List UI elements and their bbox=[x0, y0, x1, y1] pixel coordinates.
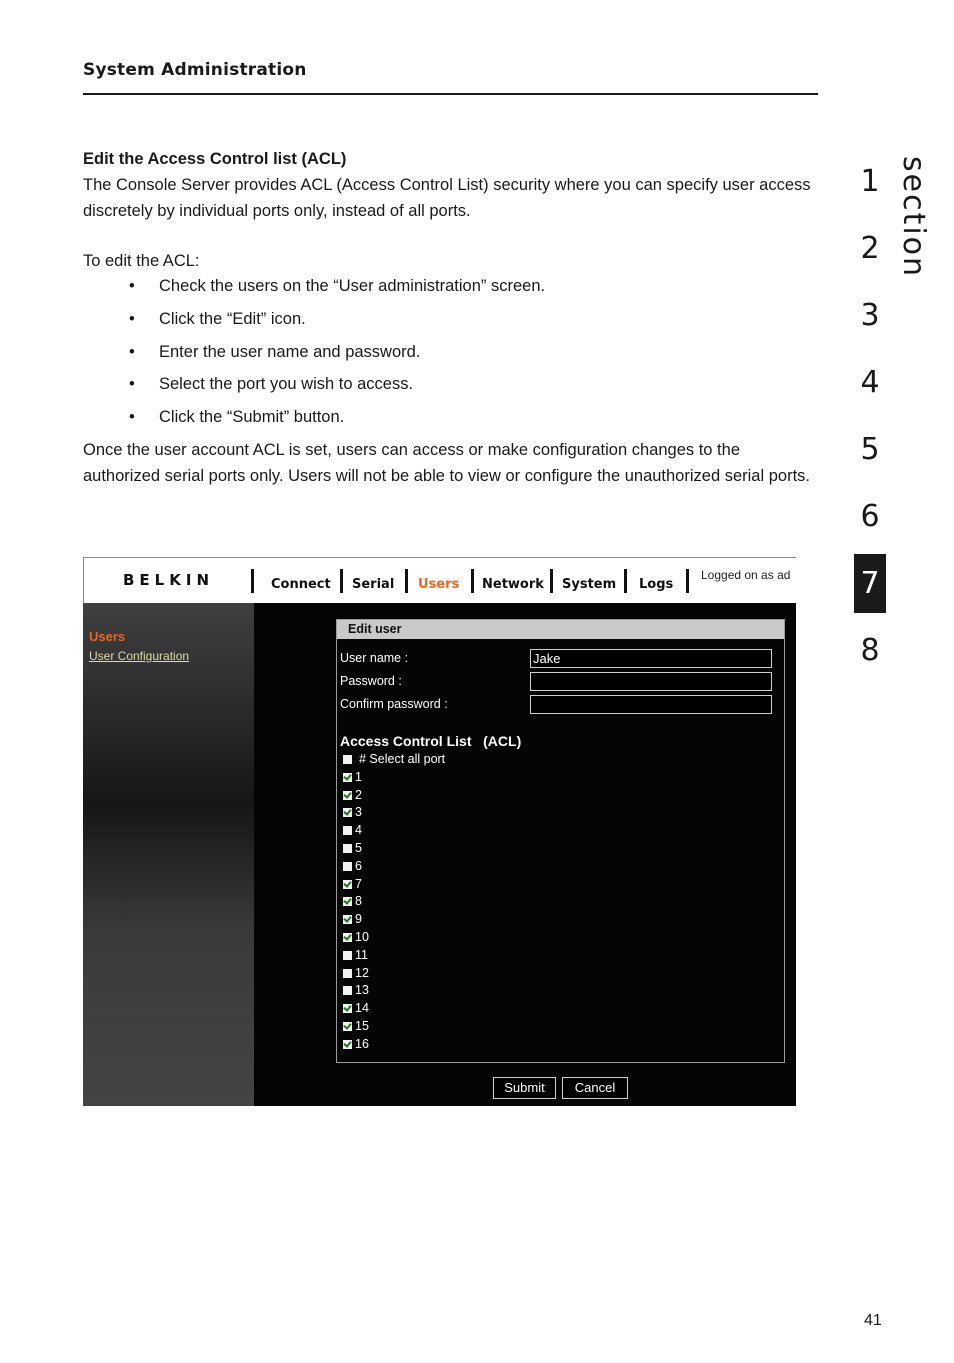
checkbox-label: 8 bbox=[355, 894, 362, 909]
port-checkbox-row[interactable] bbox=[343, 823, 362, 839]
step-text: Enter the user name and password. bbox=[159, 342, 421, 361]
checkbox-checked[interactable] bbox=[343, 1004, 352, 1013]
logged-on-text: Logged on as ad bbox=[701, 568, 791, 582]
checkbox-label: 6 bbox=[355, 858, 362, 873]
confirm-password-label: Confirm password : bbox=[340, 697, 448, 711]
port-checkbox-row[interactable] bbox=[343, 930, 369, 946]
checkbox-label: 4 bbox=[355, 823, 362, 838]
section-number[interactable]: 6 bbox=[860, 499, 880, 534]
intro-paragraph: The Console Server provides ACL (Access Control List) security where you can specify user access discretely by individual ports only, instead of all ports. bbox=[83, 176, 811, 220]
edit-user-panel bbox=[336, 619, 785, 1063]
checkbox-label: 3 bbox=[355, 805, 362, 820]
nav-connect[interactable]: Connect bbox=[271, 577, 331, 592]
checkbox-unchecked[interactable] bbox=[343, 862, 352, 871]
list-item bbox=[83, 305, 783, 338]
section-number[interactable]: 5 bbox=[860, 432, 880, 467]
port-checkbox-row[interactable] bbox=[343, 877, 362, 893]
nav-divider bbox=[624, 569, 627, 593]
page-number: 41 bbox=[864, 1312, 882, 1329]
nav-users[interactable]: Users bbox=[418, 577, 460, 592]
list-item bbox=[83, 272, 783, 305]
bullet: • bbox=[129, 375, 135, 394]
bullet: • bbox=[129, 309, 135, 328]
checkbox-unchecked[interactable] bbox=[343, 826, 352, 835]
checkbox-unchecked[interactable] bbox=[343, 755, 352, 764]
checkbox-unchecked[interactable] bbox=[343, 844, 352, 853]
nav-divider bbox=[251, 569, 254, 593]
checkbox-checked[interactable] bbox=[343, 773, 352, 782]
port-checkbox-row[interactable] bbox=[343, 1037, 369, 1053]
checkbox-checked[interactable] bbox=[343, 791, 352, 800]
belkin-logo: BELKIN bbox=[123, 571, 214, 589]
checkbox-label: # Select all port bbox=[359, 752, 446, 766]
section-number[interactable]: 3 bbox=[860, 298, 880, 333]
list-item bbox=[83, 338, 783, 371]
list-item bbox=[83, 403, 783, 436]
acl-heading: Edit the Access Control list (ACL) bbox=[83, 150, 347, 168]
username-label: User name : bbox=[340, 651, 409, 665]
top-nav-bar bbox=[83, 557, 796, 603]
step-text: Click the “Edit” icon. bbox=[159, 309, 306, 328]
steps-intro: To edit the ACL: bbox=[83, 252, 200, 270]
port-checkbox-row[interactable] bbox=[343, 805, 362, 821]
checkbox-checked[interactable] bbox=[343, 808, 352, 817]
checkbox-label: 1 bbox=[355, 769, 362, 784]
section-number[interactable]: 2 bbox=[860, 231, 880, 266]
panel-title: Edit user bbox=[348, 622, 402, 636]
checkbox-label: 9 bbox=[355, 912, 362, 927]
panel-header bbox=[337, 620, 784, 639]
port-checkbox-row[interactable] bbox=[343, 894, 362, 910]
checkbox-label: 13 bbox=[355, 983, 369, 998]
step-text: Check the users on the “User administration” screen. bbox=[159, 277, 546, 295]
nav-divider bbox=[471, 569, 474, 593]
port-checkbox-row[interactable] bbox=[343, 770, 362, 786]
checkbox-unchecked[interactable] bbox=[343, 951, 352, 960]
bullet: • bbox=[129, 408, 135, 427]
port-checkbox-row[interactable] bbox=[343, 966, 369, 982]
password-label: Password : bbox=[340, 674, 402, 688]
nav-network[interactable]: Network bbox=[482, 577, 544, 592]
checkbox-checked[interactable] bbox=[343, 915, 352, 924]
checkbox-unchecked[interactable] bbox=[343, 969, 352, 978]
nav-divider bbox=[340, 569, 343, 593]
checkbox-label: 16 bbox=[355, 1036, 369, 1051]
nav-divider bbox=[405, 569, 408, 593]
console-screenshot bbox=[83, 557, 796, 1106]
select-all-checkbox-row[interactable] bbox=[343, 752, 445, 768]
nav-divider bbox=[550, 569, 553, 593]
cancel-button[interactable]: Cancel bbox=[562, 1077, 628, 1099]
confirm-password-input[interactable] bbox=[530, 695, 772, 714]
bullet: • bbox=[129, 342, 135, 361]
header-rule bbox=[83, 93, 818, 95]
closing-paragraph: Once the user account ACL is set, users can access or make configuration changes to the authorized serial ports only. Users will not be able to view or configure the unauthorized serial ports. bbox=[83, 441, 810, 485]
bullet: • bbox=[129, 277, 135, 295]
checkbox-label: 12 bbox=[355, 965, 369, 980]
port-checkbox-row[interactable] bbox=[343, 1001, 369, 1017]
sidebar-link-user-configuration[interactable]: User Configuration bbox=[89, 649, 190, 663]
sidebar bbox=[83, 603, 254, 1106]
checkbox-checked[interactable] bbox=[343, 897, 352, 906]
checkbox-label: 10 bbox=[355, 930, 369, 944]
checkbox-label: 14 bbox=[355, 1001, 369, 1016]
sidebar-section-users: Users bbox=[89, 629, 126, 644]
port-checkbox-row[interactable] bbox=[343, 1019, 369, 1035]
port-checkbox-row[interactable] bbox=[343, 983, 369, 999]
username-input[interactable] bbox=[530, 649, 772, 668]
nav-serial[interactable]: Serial bbox=[352, 577, 395, 592]
section-numbers bbox=[854, 152, 886, 688]
checkbox-label: 5 bbox=[355, 841, 362, 855]
section-word: section bbox=[896, 156, 931, 279]
submit-button[interactable]: Submit bbox=[493, 1077, 556, 1099]
section-number[interactable]: 4 bbox=[860, 365, 880, 400]
nav-system[interactable]: System bbox=[562, 577, 617, 592]
checkbox-label: 2 bbox=[355, 787, 362, 802]
nav-divider bbox=[686, 569, 689, 593]
port-checkbox-row[interactable] bbox=[343, 788, 362, 804]
checkbox-label: 15 bbox=[355, 1019, 369, 1033]
list-item bbox=[83, 370, 783, 403]
port-checkbox-row[interactable] bbox=[343, 948, 368, 964]
checkbox-unchecked[interactable] bbox=[343, 986, 352, 995]
step-text: Click the “Submit” button. bbox=[159, 408, 345, 427]
section-number[interactable]: 1 bbox=[860, 164, 880, 199]
step-text: Select the port you wish to access. bbox=[159, 375, 414, 394]
acl-title: Access Control List (ACL) bbox=[340, 733, 522, 749]
checkbox-checked[interactable] bbox=[343, 933, 352, 942]
header-title: System Administration bbox=[83, 60, 307, 80]
section-number[interactable]: 8 bbox=[860, 633, 880, 668]
nav-logs[interactable]: Logs bbox=[639, 577, 674, 592]
password-input[interactable] bbox=[530, 672, 772, 691]
section-number-active[interactable]: 7 bbox=[854, 554, 886, 613]
port-checkbox-row[interactable] bbox=[343, 912, 362, 928]
checkbox-checked[interactable] bbox=[343, 1040, 352, 1049]
checkbox-label: 7 bbox=[355, 876, 362, 891]
port-checkbox-row[interactable] bbox=[343, 859, 362, 875]
checkbox-checked[interactable] bbox=[343, 1022, 352, 1031]
checkbox-checked[interactable] bbox=[343, 880, 352, 889]
steps-list bbox=[83, 272, 783, 436]
port-checkbox-row[interactable] bbox=[343, 841, 362, 857]
checkbox-label: 11 bbox=[355, 947, 368, 962]
